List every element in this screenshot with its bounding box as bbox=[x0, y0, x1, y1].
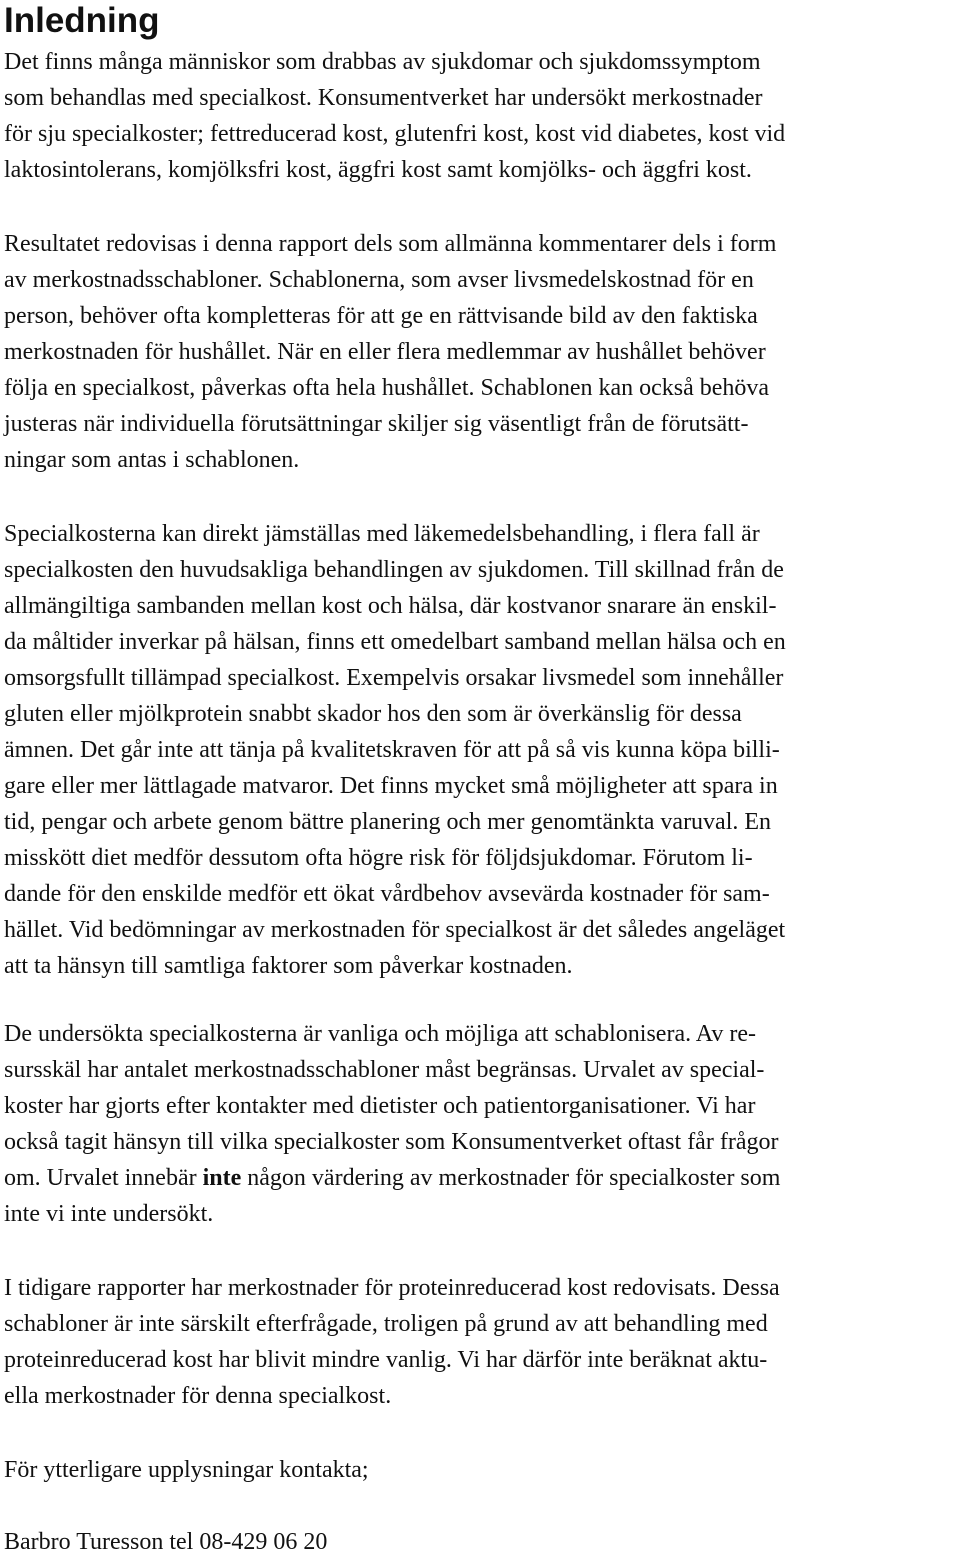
text-line: omsorgsfullt tillämpad specialkost. Exempelvis orsakar livsmedel som innehåller bbox=[4, 665, 784, 691]
text-line: sursskäl har antalet merkostnadsschabloner måst begränsas. Urvalet av special- bbox=[4, 1057, 765, 1083]
text-line: person, behöver ofta kompletteras för att ge en rättvisande bild av den faktiska bbox=[4, 303, 758, 329]
paragraph-selection bbox=[4, 1016, 956, 1232]
text-line: schabloner är inte särskilt efterfrågade, troligen på grund av att behandling med bbox=[4, 1311, 768, 1337]
text-line: också tagit hänsyn till vilka specialkoster som Konsumentverket oftast får frågor bbox=[4, 1129, 779, 1155]
text-line: Det finns många människor som drabbas av sjukdomar och sjukdomssymptom bbox=[4, 49, 761, 75]
text-line: hället. Vid bedömningar av merkostnaden för specialkost är det således angeläget bbox=[4, 917, 786, 943]
text-line: gare eller mer lättlagade matvaror. Det finns mycket små möjligheter att spara in bbox=[4, 773, 778, 799]
text-line: I tidigare rapporter har merkostnader för proteinreducerad kost redovisats. Dessa bbox=[4, 1275, 780, 1301]
text-line: ella merkostnader för denna specialkost. bbox=[4, 1383, 392, 1409]
text-line: merkostnaden för hushållet. När en eller flera medlemmar av hushållet behöver bbox=[4, 339, 766, 365]
text-line: inte vi inte undersökt. bbox=[4, 1201, 214, 1227]
paragraph-contact-intro bbox=[4, 1452, 956, 1488]
text-line: proteinreducerad kost har blivit mindre vanlig. Vi har därför inte beräknat aktu- bbox=[4, 1347, 768, 1373]
text-line: De undersökta specialkosterna är vanliga och möjliga att schablonisera. Av re- bbox=[4, 1021, 756, 1047]
text-line: ningar som antas i schablonen. bbox=[4, 447, 300, 473]
page-title: Inledning bbox=[4, 1, 160, 40]
text-line: för sju specialkoster; fettreducerad kost, glutenfri kost, kost vid diabetes, kost vid bbox=[4, 121, 786, 147]
text-line: av merkostnadsschabloner. Schablonerna, som avser livsmedelskostnad för en bbox=[4, 267, 754, 293]
text-segment: någon värdering av merkostnader för specialkoster som bbox=[241, 1165, 781, 1191]
text-line: justeras när individuella förutsättningar skiljer sig väsentligt från de förutsätt- bbox=[4, 411, 749, 437]
text-line: att ta hänsyn till samtliga faktorer som påverkar kostnaden. bbox=[4, 953, 573, 979]
text-line: som behandlas med specialkost. Konsumentverket har undersökt merkostnader bbox=[4, 85, 763, 111]
paragraph-intro bbox=[4, 44, 956, 188]
text-line: dande för den enskilde medför ett ökat vårdbehov avsevärda kostnader för sam- bbox=[4, 881, 770, 907]
text-line: ämnen. Det går inte att tänja på kvalitetskraven för att på så vis kunna köpa billi- bbox=[4, 737, 780, 763]
text-line: allmängiltiga sambanden mellan kost och hälsa, där kostvanor snarare än enskil- bbox=[4, 593, 777, 619]
text-line: misskött diet medför dessutom ofta högre risk för följdsjukdomar. Förutom li- bbox=[4, 845, 753, 871]
text-line: Resultatet redovisas i denna rapport dels som allmänna kommentarer dels i form bbox=[4, 231, 777, 257]
contact-line bbox=[4, 1524, 956, 1560]
text-line: specialkosten den huvudsakliga behandlingen av sjukdomen. Till skillnad från de bbox=[4, 557, 784, 583]
text-line: koster har gjorts efter kontakter med dietister och patientorganisationer. Vi har bbox=[4, 1093, 756, 1119]
paragraph-protein-reduced bbox=[4, 1270, 956, 1414]
emphasis-text: inte bbox=[202, 1165, 242, 1191]
text-line: gluten eller mjölkprotein snabbt skador hos den som är överkänslig för dessa bbox=[4, 701, 742, 727]
text-segment: om. Urvalet innebär bbox=[4, 1165, 203, 1191]
text-line: Barbro Turesson tel 08-429 06 20 bbox=[4, 1529, 328, 1555]
text-line: da måltider inverkar på hälsan, finns ett omedelbart samband mellan hälsa och en bbox=[4, 629, 786, 655]
text-line: laktosintolerans, komjölksfri kost, äggfri kost samt komjölks- och äggfri kost. bbox=[4, 157, 752, 183]
paragraph-specialkost-treatment bbox=[4, 516, 956, 984]
text-line: tid, pengar och arbete genom bättre planering och mer genomtänkta varuval. En bbox=[4, 809, 772, 835]
text-line: För ytterligare upplysningar kontakta; bbox=[4, 1457, 369, 1483]
text-line: Specialkosterna kan direkt jämställas med läkemedelsbehandling, i flera fall är bbox=[4, 521, 760, 547]
paragraph-results bbox=[4, 226, 956, 478]
text-line-with-emphasis bbox=[4, 1160, 956, 1196]
text-line: följa en specialkost, påverkas ofta hela hushållet. Schablonen kan också behöva bbox=[4, 375, 770, 401]
